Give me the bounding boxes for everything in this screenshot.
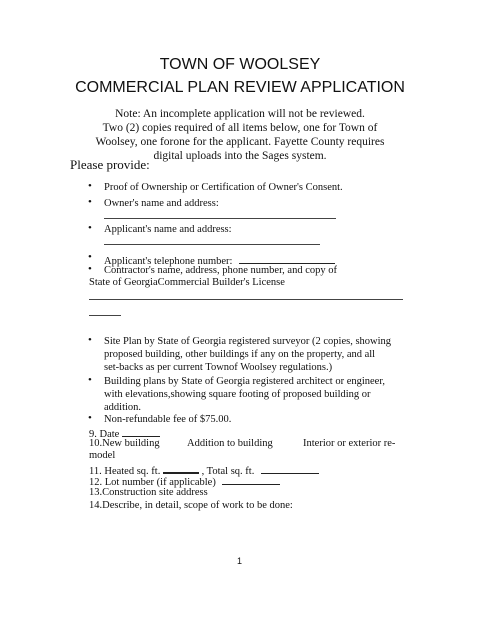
bullet-icon: • (88, 263, 92, 275)
note-line-2: Two (2) copies required of all items below, one for Town of (102, 122, 378, 134)
note-line-3: Woolsey, one forone for the applicant. Fayette County requires (95, 136, 385, 148)
date-input-line[interactable] (122, 426, 160, 437)
bullet-icon: • (88, 196, 92, 208)
contractor-input-line-1[interactable] (89, 299, 403, 300)
bullet-icon: • (88, 222, 92, 234)
owner-input-line[interactable] (104, 218, 336, 219)
interior-exterior-option-cont: model (89, 450, 116, 461)
owner-label: Owner's name and address: (104, 198, 219, 209)
bullet-icon: • (88, 251, 92, 263)
page-number: 1 (237, 556, 243, 566)
bullet-icon: • (88, 374, 92, 386)
heated-sqft-input-line[interactable] (163, 462, 199, 474)
bullet-icon: • (88, 180, 92, 192)
building-plans-line-2: with elevations,showing square footing of proposed building or (104, 389, 371, 400)
proof-of-ownership: Proof of Ownership or Certification of Owner's Consent. (104, 182, 343, 193)
bullet-icon: • (88, 334, 92, 346)
application-title: COMMERCIAL PLAN REVIEW APPLICATION (75, 79, 405, 96)
site-plan-line-2: proposed building, other buildings if any on the property, and all (104, 349, 376, 360)
please-provide-heading: Please provide: (70, 157, 150, 172)
contractor-line-1: Contractor's name, address, phone number, and copy of (104, 265, 337, 276)
building-plans-line-1: Building plans by State of Georgia registered architect or engineer, (104, 376, 386, 387)
total-sqft-input-line[interactable] (261, 463, 319, 474)
site-plan-line-1: Site Plan by State of Georgia registered surveyor (2 copies, showing (104, 336, 392, 347)
lot-number-input-line[interactable] (222, 474, 280, 485)
contractor-line-2: State of GeorgiaCommercial Builder's License (89, 277, 285, 288)
heated-sqft-label: 11. Heated sq. ft. (89, 466, 161, 477)
contractor-input-line-2[interactable] (89, 315, 121, 316)
lot-number-field (89, 474, 280, 488)
note-line-4: digital uploads into the Sages system. (153, 150, 327, 162)
phone-input-line[interactable] (239, 253, 335, 264)
scope-of-work-label: 14.Describe, in detail, scope of work to be done: (89, 500, 293, 511)
bullet-icon: • (88, 412, 92, 424)
applicant-label: Applicant's name and address: (104, 224, 232, 235)
new-building-option[interactable]: 10.New building (89, 438, 160, 449)
interior-exterior-option[interactable]: Interior or exterior re- (303, 438, 396, 449)
fee-notice: Non-refundable fee of $75.00. (104, 414, 232, 425)
site-plan-line-3: set-backs as per current Townof Woolsey regulations.) (104, 362, 333, 373)
building-plans-line-3: addition. (104, 402, 142, 413)
date-label: 9. Date (89, 429, 120, 440)
note-line-1: Note: An incomplete application will not be reviewed. (115, 108, 365, 120)
addition-option[interactable]: Addition to building (187, 438, 273, 449)
construction-site-label: 13.Construction site address (89, 487, 208, 498)
applicant-input-line[interactable] (104, 244, 320, 245)
phone-label-text: Applicant's telephone number: (104, 256, 233, 267)
total-sqft-label: , Total sq. ft. (201, 466, 255, 477)
town-name: TOWN OF WOOLSEY (159, 56, 321, 73)
lot-number-label: 12. Lot number (if applicable) (89, 477, 216, 488)
